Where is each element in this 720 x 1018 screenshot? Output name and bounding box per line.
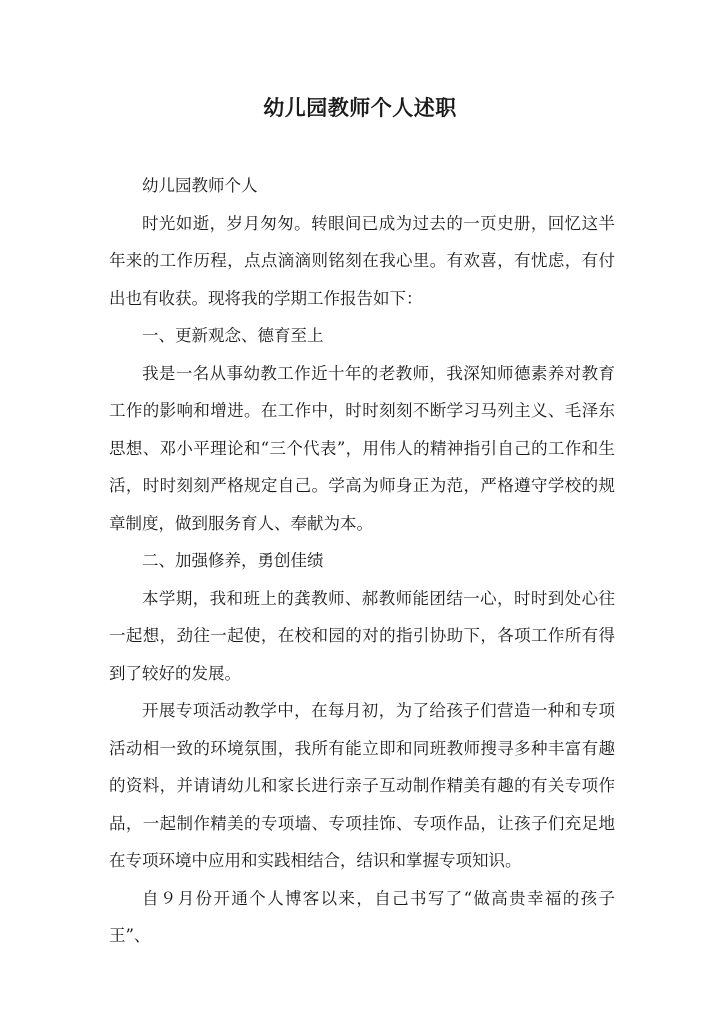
- paragraph-section-2b: 开展专项活动教学中，在每月初，为了给孩子们营造一种和专项活动相一致的环境氛围，我所有能立即和同班教师搜寻多种丰富有趣的资料，并请请幼儿和家长进行亲子互动制作精美有趣的有关专项作品，一起制作精美的专项墙、专项挂饰、专项作品，让孩子们充足地在专项环境中应用和实践相结合，结识和掌握专项知识。: [109, 701, 615, 870]
- paragraph-intro: 时光如逝，岁月匆匆。转眼间已成为过去的一页史册，回忆这半年来的工作历程，点点滴滴则铭刻在我心里。有欢喜，有忧虑，有付出也有收获。现将我的学期工作报告如下：: [109, 213, 615, 308]
- paragraph-heading: 幼儿园教师个人: [142, 176, 258, 195]
- paragraph-section-2a: 本学期，我和班上的龚教师、郝教师能团结一心，时时到处心往一起想，劲往一起使，在校和园的对的指引协助下，各项工作所有得到了较好的发展。: [109, 588, 615, 683]
- document-title: 幼儿园教师个人述职: [263, 95, 457, 120]
- section-heading-2: 二、加强修养，勇创佳绩: [142, 551, 324, 570]
- paragraph-section-2c: 自９月份开通个人博客以来，自己书写了“做高贵幸福的孩子王”、: [109, 888, 615, 945]
- section-heading-1: 一、更新观念、德育至上: [142, 326, 324, 345]
- document-body: [109, 167, 615, 955]
- paragraph-section-1: 我是一名从事幼教工作近十年的老教师，我深知师德素养对教育工作的影响和增进。在工作中，时时刻刻不断学习马列主义、毛泽东思想、邓小平理论和“三个代表”，用伟人的精神指引自己的工作和生活，时时刻刻严格规定自己。学高为师身正为范，严格遵守学校的规章制度，做到服务育人、奉献为本。: [109, 363, 615, 533]
